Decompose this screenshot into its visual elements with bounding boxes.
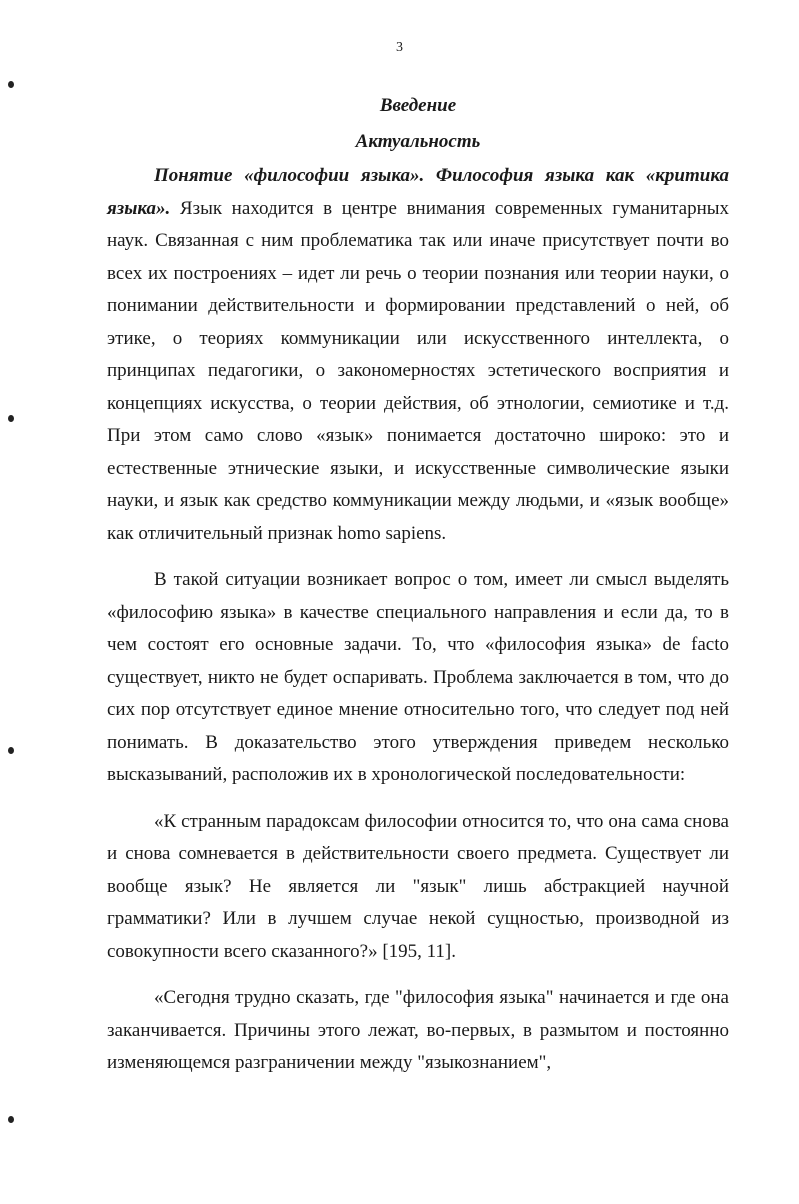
paragraph-2: В такой ситуации возникает вопрос о том, имеет ли смысл выделять «философию языка» в качестве специального направления и если да, то в чем состоят его основные задачи. То, что «философия языка» de facto существует, никто не будет оспаривать. Проблема заключается в том, что до сих пор отсутствует единое мнение относительно того, что следует под ней понимать. В доказательство этого утверждения приведем несколько высказываний, расположив их в хронологической последовательности: [107, 569, 729, 785]
binder-hole-dot-4 [8, 1116, 14, 1123]
paragraph-1 [107, 160, 729, 550]
paragraph-1-lead: Понятие «философии языка». Философия языка как «критика языка». [107, 165, 729, 219]
paragraph-3: «К странным парадоксам философии относится то, что она сама снова и снова сомневается в действительности своего предмета. Существует ли вообще язык? Не является ли "язык" лишь абстракцией научной грамматики? Или в лучшем случае некой сущностью, производной из совокупности всего сказанного?» [195, 11]. [107, 810, 729, 962]
binder-hole-dot-3 [8, 747, 14, 754]
body-text [107, 160, 729, 1080]
heading-relevance: Актуальность [355, 131, 481, 152]
binder-hole-dot-1 [8, 81, 14, 88]
binder-hole-dot-2 [8, 415, 14, 422]
paragraph-4: «Сегодня трудно сказать, где "философия языка" начинается и где она заканчивается. Причины этого лежат, во-первых, в размытом и постоянно изменяющемся разграничении между "языкознанием", [107, 987, 729, 1073]
page-number: 3 [396, 40, 403, 55]
heading-introduction: Введение [379, 95, 457, 116]
paragraph-1-text: Язык находится в центре внимания современных гуманитарных наук. Связанная с ним проблематика так или иначе присутствует почти во всех их построениях – идет ли речь о теории познания или теории науки, о понимании действительности и формировании представлений о ней, об этике, о теориях коммуникации или искусственного интеллекта, о принципах педагогики, о закономерностях эстетического восприятия и концепциях искусства, о теории действия, об этнологии, семиотике и т.д. При этом само слово «язык» понимается достаточно широко: это и естественные этнические языки, и искусственные символические языки науки, и язык как средство коммуникации между людьми, и «язык вообще» как отличительный признак homo sapiens. [107, 197, 729, 544]
